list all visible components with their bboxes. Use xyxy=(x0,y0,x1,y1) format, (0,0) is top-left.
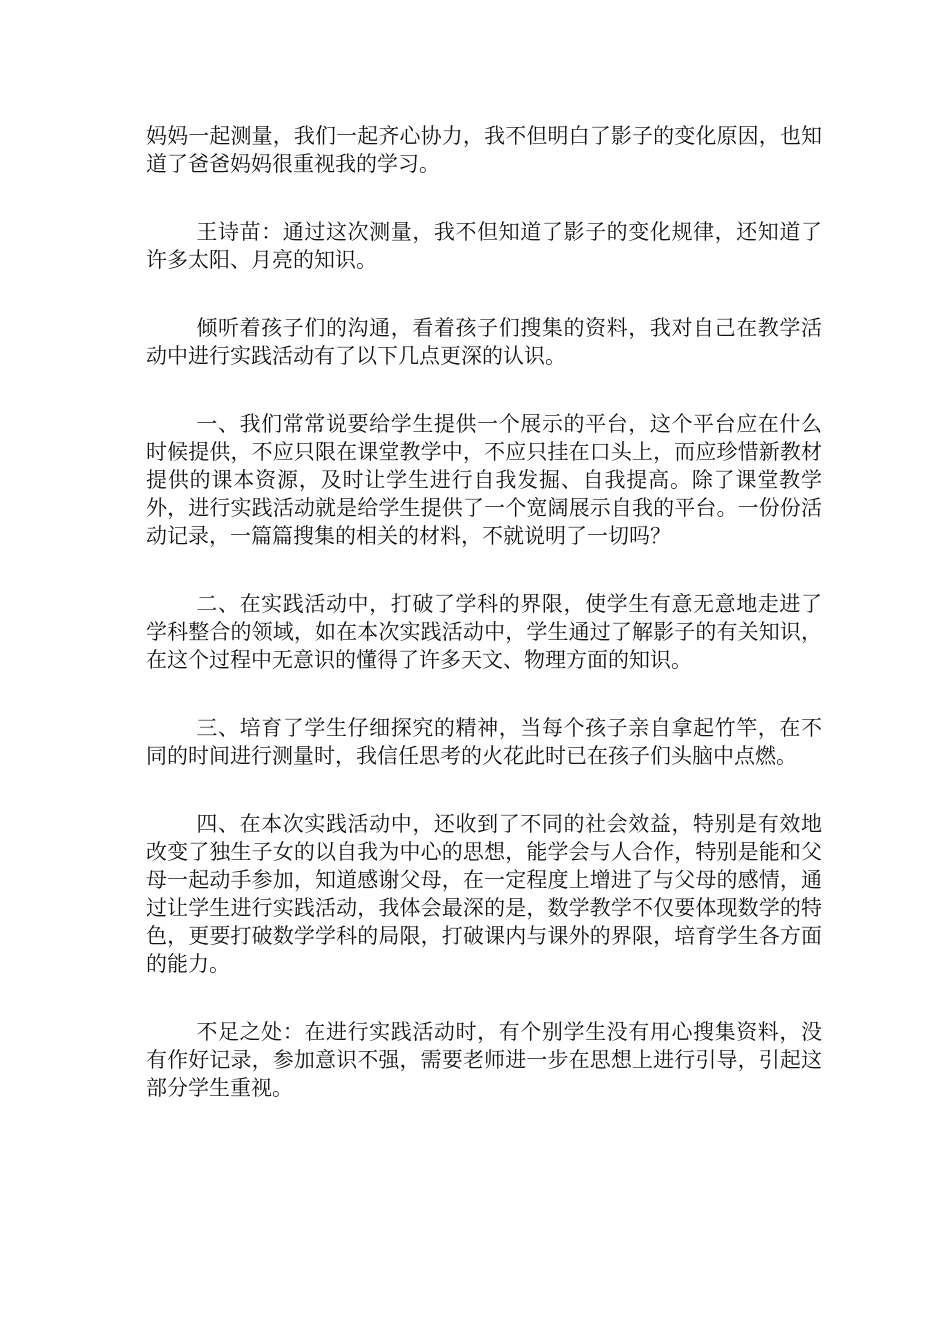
paragraph-reflection-intro: 倾听着孩子们的沟通，看着孩子们搜集的资料，我对自己在教学活动中进行实践活动有了以下几点更深的认识。 xyxy=(146,316,822,368)
paragraph-point-three: 三、培育了学生仔细探究的精神，当每个孩子亲自拿起竹竿，在不同的时间进行测量时，我信任思考的火花此时已在孩子们头脑中点燃。 xyxy=(146,716,822,768)
paragraph-point-two: 二、在实践活动中，打破了学科的界限，使学生有意无意地走进了学科整合的领域，如在本次实践活动中，学生通过了解影子的有关知识，在这个过程中无意识的懂得了许多天文、物理方面的知识。 xyxy=(146,592,822,672)
paragraph-student-quote: 王诗苗：通过这次测量，我不但知道了影子的变化规律，还知道了许多太阳、月亮的知识。 xyxy=(146,220,822,272)
paragraph-point-one: 一、我们常常说要给学生提供一个展示的平台，这个平台应在什么时候提供，不应只限在课堂教学中，不应只挂在口头上，而应珍惜新教材提供的课本资源，及时让学生进行自我发掘、自我提高。除了课堂教学外，进行实践活动就是给学生提供了一个宽阔展示自我的平台。一份份活动记录，一篇篇搜集的相关的材料，不就说明了一切吗？ xyxy=(146,412,822,548)
document-page xyxy=(146,122,822,1142)
paragraph-shortcomings: 不足之处：在进行实践活动时，有个别学生没有用心搜集资料，没有作好记录，参加意识不强，需要老师进一步在思想上进行引导，引起这部分学生重视。 xyxy=(146,1020,822,1100)
paragraph-continuation: 妈妈一起测量，我们一起齐心协力，我不但明白了影子的变化原因，也知道了爸爸妈妈很重视我的学习。 xyxy=(146,124,822,176)
paragraph-point-four: 四、在本次实践活动中，还收到了不同的社会效益，特别是有效地改变了独生子女的以自我为中心的思想，能学会与人合作，特别是能和父母一起动手参加，知道感谢父母，在一定程度上增进了与父母的感情，通过让学生进行实践活动，我体会最深的是，数学教学不仅要体现数学的特色，更要打破数学学科的局限，打破课内与课外的界限，培育学生各方面的能力。 xyxy=(146,812,822,976)
